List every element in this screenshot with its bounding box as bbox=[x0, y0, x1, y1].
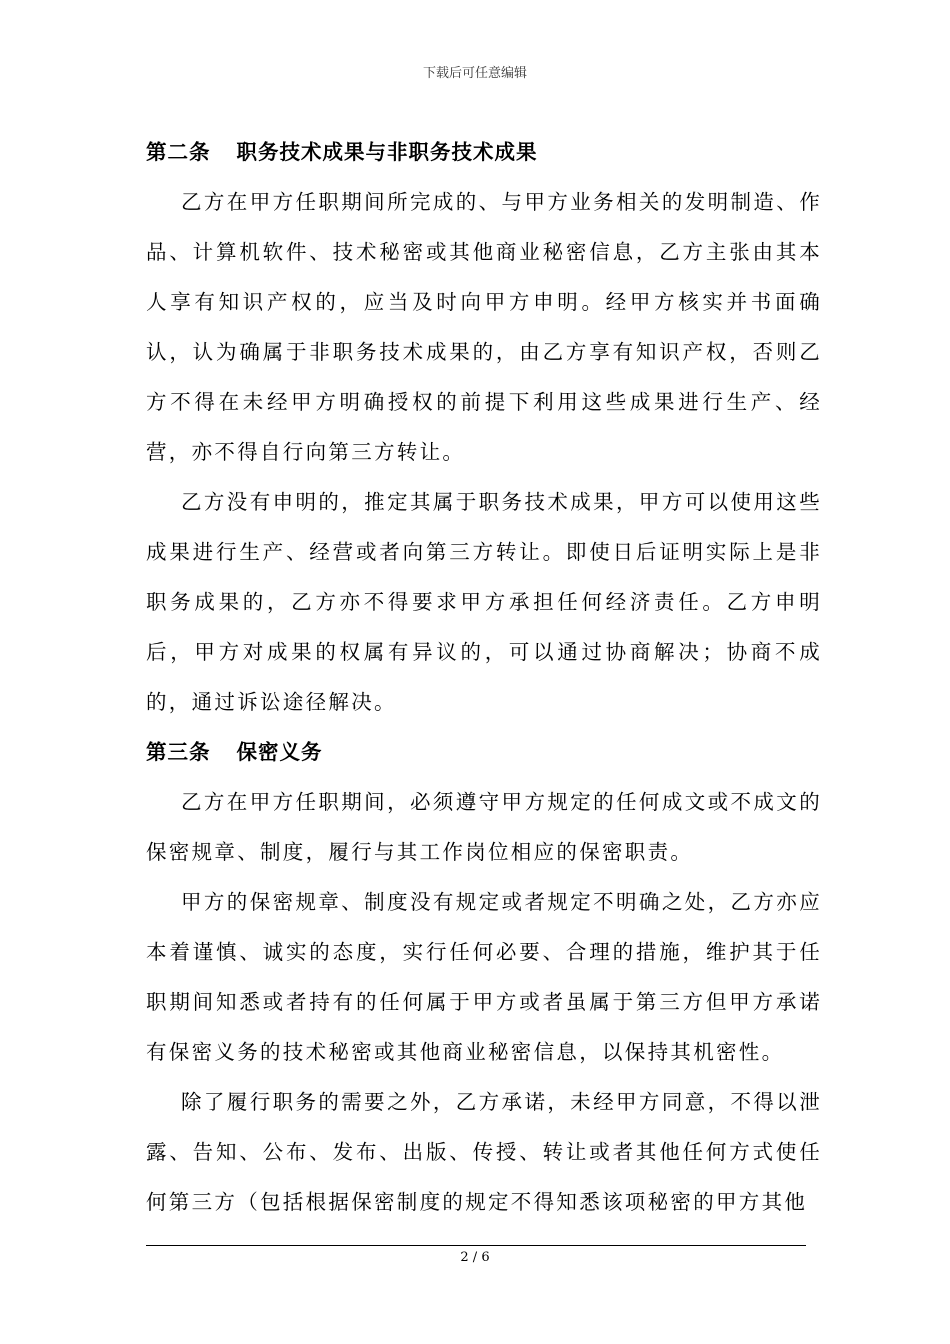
article-2-paragraph-2: 乙方没有申明的，推定其属于职务技术成果，甲方可以使用这些成果进行生产、经营或者向第三方转让。即使日后证明实际上是非职务成果的，乙方亦不得要求甲方承担任何经济责任。乙方申明后，甲方对成果的权属有异议的，可以通过协商解决；协商不成的，通过诉讼途径解决。 bbox=[146, 490, 822, 714]
document-body bbox=[146, 127, 822, 1227]
page-header: 下载后可任意编辑 bbox=[422, 66, 527, 81]
footer-divider bbox=[146, 1245, 806, 1246]
article-3-paragraph-1: 乙方在甲方任职期间，必须遵守甲方规定的任何成文或不成文的保密规章、制度，履行与其工作岗位相应的保密职责。 bbox=[146, 790, 822, 864]
article-3-heading bbox=[146, 727, 822, 777]
article-2-paragraph-1: 乙方在甲方任职期间所完成的、与甲方业务相关的发明制造、作品、计算机软件、技术秘密或其他商业秘密信息，乙方主张由其本人享有知识产权的，应当及时向甲方申明。经甲方核实并书面确认，认为确属于非职务技术成果的，由乙方享有知识产权，否则乙方不得在未经甲方明确授权的前提下利用这些成果进行生产、经营，亦不得自行向第三方转让。 bbox=[146, 190, 822, 464]
article-3-number: 第三条 bbox=[146, 740, 211, 764]
page-number: 2 / 6 bbox=[460, 1250, 490, 1265]
article-3-paragraph-3: 除了履行职务的需要之外，乙方承诺，未经甲方同意，不得以泄露、告知、公布、发布、出版、传授、转让或者其他任何方式使任何第三方（包括根据保密制度的规定不得知悉该项秘密的甲方其他 bbox=[146, 1090, 822, 1214]
article-3-paragraph-2: 甲方的保密规章、制度没有规定或者规定不明确之处，乙方亦应本着谨慎、诚实的态度，实行任何必要、合理的措施，维护其于任职期间知悉或者持有的任何属于甲方或者虽属于第三方但甲方承诺有保密义务的技术秘密或其他商业秘密信息，以保持其机密性。 bbox=[146, 890, 822, 1064]
article-2-title: 职务技术成果与非职务技术成果 bbox=[236, 140, 538, 164]
article-2-heading bbox=[146, 127, 822, 177]
article-3-title: 保密义务 bbox=[236, 740, 323, 764]
article-2-number: 第二条 bbox=[146, 140, 211, 164]
